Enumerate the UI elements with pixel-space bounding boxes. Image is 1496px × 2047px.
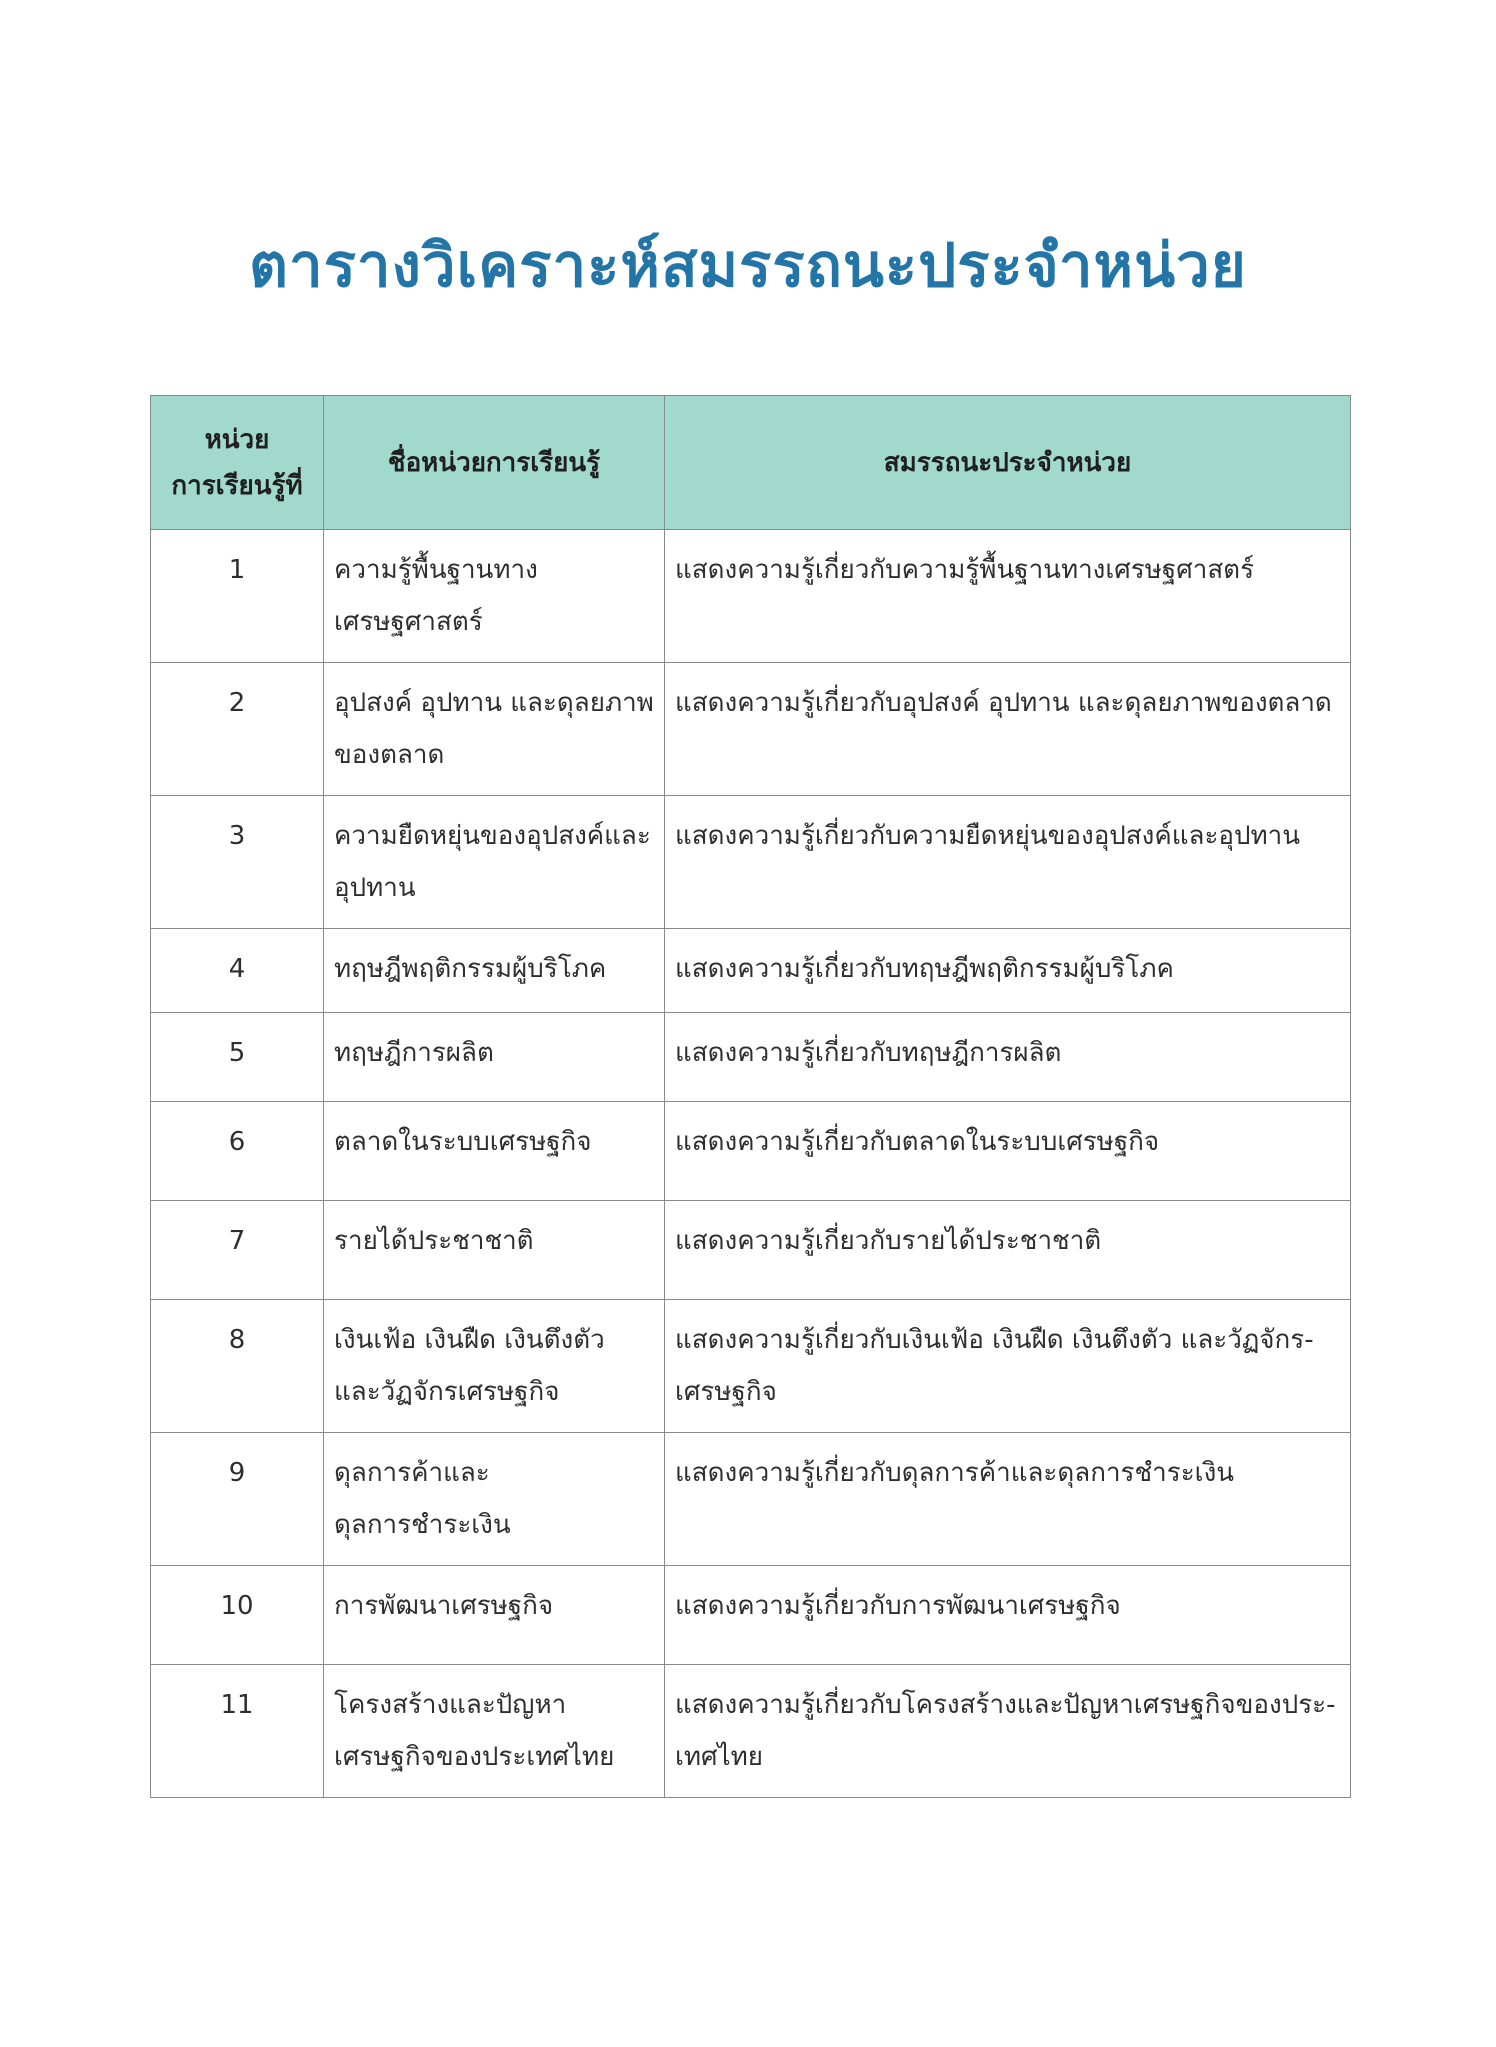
unit-competency: แสดงความรู้เกี่ยวกับโครงสร้างและปัญหาเศรษฐกิจของประ-เทศไทย (665, 1665, 1351, 1798)
table-row (151, 929, 1351, 1013)
unit-competency: แสดงความรู้เกี่ยวกับเงินเฟ้อ เงินฝืด เงินตึงตัว และวัฏจักร-เศรษฐกิจ (665, 1300, 1351, 1433)
unit-name: โครงสร้างและปัญหาเศรษฐกิจของประเทศไทย (324, 1665, 665, 1798)
unit-name: อุปสงค์ อุปทาน และดุลยภาพของตลาด (324, 663, 665, 796)
header-unit-no-line1: หน่วย (204, 424, 270, 455)
unit-name: ตลาดในระบบเศรษฐกิจ (324, 1102, 665, 1201)
unit-number: 1 (151, 530, 324, 663)
unit-competency: แสดงความรู้เกี่ยวกับอุปสงค์ อุปทาน และดุลยภาพของตลาด (665, 663, 1351, 796)
unit-number: 3 (151, 796, 324, 929)
table-row (151, 1201, 1351, 1300)
unit-competency: แสดงความรู้เกี่ยวกับการพัฒนาเศรษฐกิจ (665, 1566, 1351, 1665)
unit-competency: แสดงความรู้เกี่ยวกับทฤษฎีพฤติกรรมผู้บริโภค (665, 929, 1351, 1013)
header-unit-name: ชื่อหน่วยการเรียนรู้ (324, 396, 665, 530)
unit-name: ความยืดหยุ่นของอุปสงค์และอุปทาน (324, 796, 665, 929)
table-row (151, 1102, 1351, 1201)
unit-number: 9 (151, 1433, 324, 1566)
unit-competency: แสดงความรู้เกี่ยวกับทฤษฎีการผลิต (665, 1013, 1351, 1102)
header-unit-no-line2: การเรียนรู้ที่ (171, 470, 303, 501)
header-unit-no (151, 396, 324, 530)
table-row (151, 1665, 1351, 1798)
unit-number: 7 (151, 1201, 324, 1300)
table-row (151, 1300, 1351, 1433)
unit-name: ความรู้พื้นฐานทางเศรษฐศาสตร์ (324, 530, 665, 663)
table-row (151, 1566, 1351, 1665)
unit-number: 5 (151, 1013, 324, 1102)
unit-name: ดุลการค้าและดุลการชำระเงิน (324, 1433, 665, 1566)
unit-competency: แสดงความรู้เกี่ยวกับความยืดหยุ่นของอุปสงค์และอุปทาน (665, 796, 1351, 929)
unit-name: เงินเฟ้อ เงินฝืด เงินตึงตัว และวัฏจักรเศรษฐกิจ (324, 1300, 665, 1433)
unit-number: 4 (151, 929, 324, 1013)
unit-number: 2 (151, 663, 324, 796)
unit-competency: แสดงความรู้เกี่ยวกับความรู้พื้นฐานทางเศรษฐศาสตร์ (665, 530, 1351, 663)
unit-name: การพัฒนาเศรษฐกิจ (324, 1566, 665, 1665)
table-row (151, 530, 1351, 663)
unit-competency: แสดงความรู้เกี่ยวกับรายได้ประชาชาติ (665, 1201, 1351, 1300)
unit-number: 6 (151, 1102, 324, 1201)
unit-name: รายได้ประชาชาติ (324, 1201, 665, 1300)
table-row (151, 663, 1351, 796)
unit-number: 11 (151, 1665, 324, 1798)
header-competency: สมรรถนะประจำหน่วย (665, 396, 1351, 530)
table-row (151, 796, 1351, 929)
unit-number: 8 (151, 1300, 324, 1433)
unit-number: 10 (151, 1566, 324, 1665)
table-row (151, 1433, 1351, 1566)
competency-table (150, 395, 1351, 1798)
page-title: ตารางวิเคราะห์สมรรถนะประจำหน่วย (249, 231, 1247, 301)
unit-competency: แสดงความรู้เกี่ยวกับตลาดในระบบเศรษฐกิจ (665, 1102, 1351, 1201)
table-row (151, 1013, 1351, 1102)
unit-competency: แสดงความรู้เกี่ยวกับดุลการค้าและดุลการชำระเงิน (665, 1433, 1351, 1566)
unit-name: ทฤษฎีพฤติกรรมผู้บริโภค (324, 929, 665, 1013)
unit-name: ทฤษฎีการผลิต (324, 1013, 665, 1102)
table-header-row (151, 396, 1351, 530)
